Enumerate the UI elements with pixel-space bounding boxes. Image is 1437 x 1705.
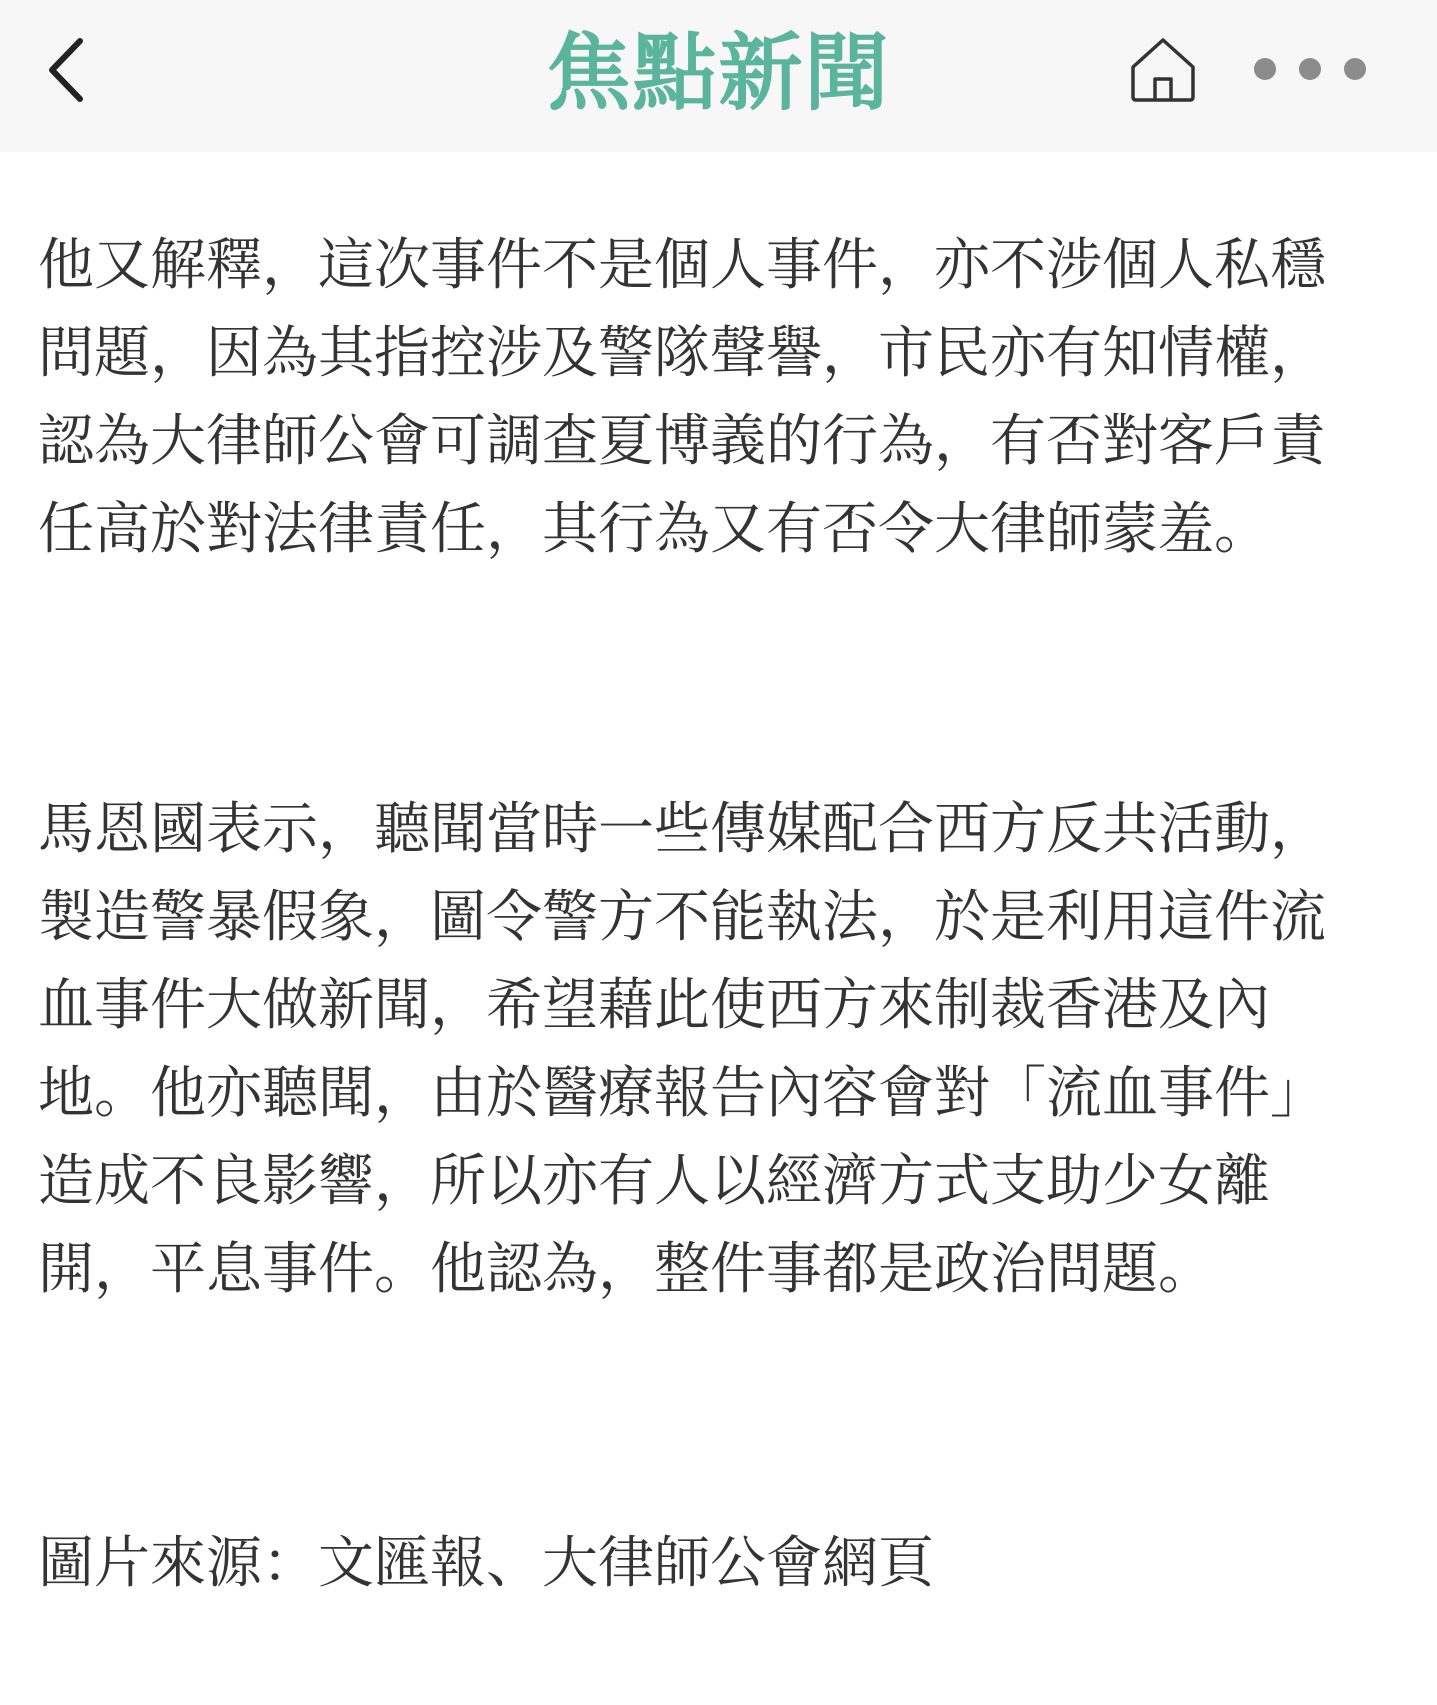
more-dot-icon [1299, 58, 1321, 80]
image-source-credit: 圖片來源：文匯報、大律師公會網頁 [38, 1531, 934, 1596]
app-header [0, 0, 1437, 152]
article-body [38, 222, 1410, 1608]
more-dot-icon [1344, 58, 1366, 80]
more-options-button[interactable] [1254, 48, 1366, 90]
more-dot-icon [1254, 58, 1276, 80]
page-title: 焦點新聞 [546, 24, 891, 122]
article-paragraph: 馬恩國表示，聽聞當時一些傳媒配合西方反共活動， 製造警暴假象，圖令警方不能執法，於是利用這件流 血事件大做新聞，希望藉此使西方來制裁香港及內 地。他亦聽聞，由於醫療報告內容會對「流血事件」 造成不良影響，所以亦有人以經濟方式支助少女離 開，平息事件。他認為，整件事都是政治問題。 [38, 797, 1326, 1302]
home-icon [1128, 35, 1198, 103]
home-button[interactable] [1126, 32, 1200, 106]
article-paragraph: 他又解釋，這次事件不是個人事件，亦不涉個人私穩 問題，因為其指控涉及警隊聲譽，市民亦有知情權， 認為大律師公會可調查夏博義的行為，有否對客戶責 任高於對法律責任，其行為又有否令大律師蒙羞。 [38, 233, 1326, 562]
